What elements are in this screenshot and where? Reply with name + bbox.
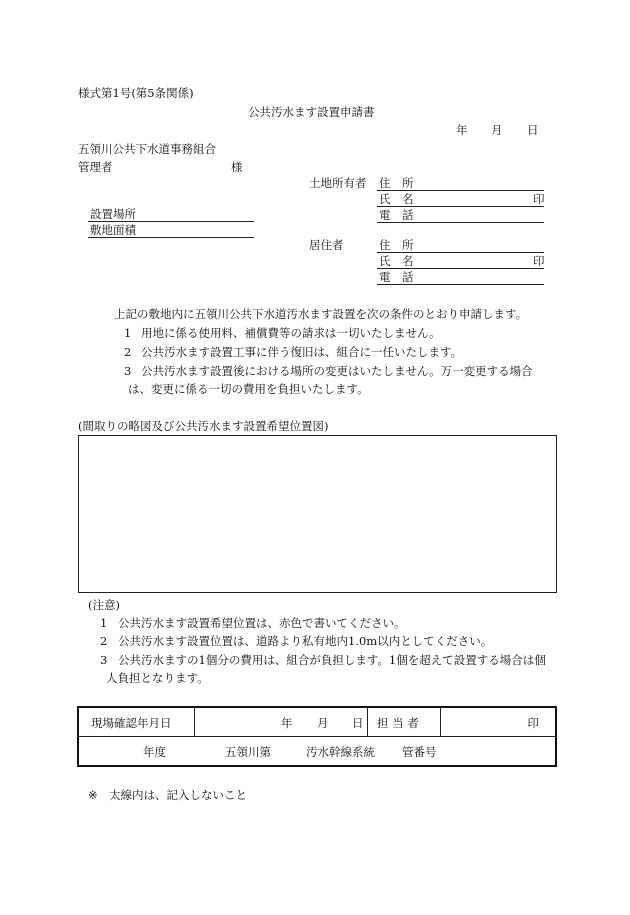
confirm-date-cell[interactable] (195, 707, 368, 737)
owner-label: 土地所有者 (309, 176, 367, 190)
install-place-label: 設置場所 (90, 207, 136, 221)
owner-name-field[interactable] (377, 192, 544, 207)
note-3-continuation: 人負担となります。 (106, 671, 209, 685)
staff-label-cell (368, 707, 441, 737)
addressee-honorific: 様 (231, 160, 243, 174)
footer-mark: ※ (88, 788, 98, 802)
owner-phone-label: 電 話 (379, 208, 414, 222)
owner-address-field[interactable] (377, 176, 544, 191)
condition-2-num: 2 (124, 345, 132, 359)
note-2-num: 2 (100, 634, 108, 648)
confirm-year: 年 (281, 716, 293, 730)
addressee-manager: 管理者 (78, 160, 113, 174)
goryo-label: 五領川第 (225, 745, 271, 759)
resident-address-field[interactable] (377, 238, 544, 253)
footer-note: 太線内は、記入しないこと (109, 788, 247, 802)
pipe-number-label: 管番号 (402, 745, 437, 759)
office-use-table (77, 706, 557, 767)
note-2-text: 公共汚水ます設置位置は、道路より私有地内1.0m以内としてください。 (118, 634, 493, 648)
site-area-label: 敷地面積 (90, 223, 136, 237)
pipe-info-cell[interactable] (78, 737, 556, 767)
owner-address-label: 住 所 (379, 176, 414, 190)
owner-seal: 印 (533, 192, 545, 206)
note-1-num: 1 (100, 616, 108, 630)
resident-phone-field[interactable] (377, 270, 544, 285)
condition-3-num: 3 (124, 364, 132, 378)
install-place-field[interactable] (88, 207, 254, 222)
staff-label: 担 当 者 (377, 716, 419, 730)
note-1-text: 公共汚水ます設置希望位置は、赤色で書いてください。 (118, 616, 406, 630)
condition-1-num: 1 (124, 326, 132, 340)
resident-name-label: 氏 名 (379, 254, 414, 268)
resident-seal: 印 (533, 254, 545, 268)
resident-phone-label: 電 話 (379, 270, 414, 284)
condition-3-continuation: は、変更に係る一切の費用を負担いたします。 (128, 382, 369, 396)
confirm-month: 月 (317, 716, 329, 730)
note-3-num: 3 (100, 653, 108, 667)
resident-label: 居住者 (309, 238, 344, 252)
page-title: 公共汚水ます設置申請書 (248, 105, 375, 119)
staff-cell[interactable] (441, 707, 557, 737)
date-month: 月 (491, 123, 503, 137)
sketch-box[interactable] (78, 435, 557, 593)
condition-1-text: 用地に係る使用料、補償費等の請求は一切いたしません。 (141, 326, 441, 340)
fiscal-year-label: 年度 (143, 745, 166, 759)
sketch-label: (間取りの略図及び公共汚水ます設置希望位置図) (78, 419, 329, 433)
resident-address-label: 住 所 (379, 238, 414, 252)
note-3-text: 公共汚水ますの1個分の費用は、組合が負担します。1個を超えて設置する場合は個 (118, 653, 546, 667)
site-area-field[interactable] (88, 223, 254, 238)
resident-name-field[interactable] (377, 254, 544, 269)
date-year: 年 (456, 123, 468, 137)
owner-name-label: 氏 名 (379, 192, 414, 206)
trunk-label: 汚水幹線系統 (306, 745, 375, 759)
addressee-org: 五領川公共下水道事務組合 (78, 142, 216, 156)
owner-phone-field[interactable] (377, 208, 544, 223)
notes-label: (注意) (88, 598, 120, 612)
confirm-day: 日 (352, 716, 364, 730)
conditions-intro: 上記の敷地内に五領川公共下水道汚水ます設置を次の条件のとおり申請します。 (114, 307, 528, 321)
condition-2-text: 公共汚水ます設置工事に伴う復旧は、組合に一任いたします。 (141, 345, 463, 359)
date-day: 日 (527, 123, 539, 137)
table-row (78, 737, 556, 767)
staff-seal: 印 (527, 716, 539, 730)
condition-3-text: 公共汚水ます設置後における場所の変更はいたしません。万一変更する場合 (141, 364, 533, 378)
confirm-date-label: 現場確認年月日 (91, 716, 172, 730)
table-row (78, 707, 556, 737)
confirm-date-label-cell (78, 707, 195, 737)
form-number: 様式第1号(第5条関係) (78, 86, 194, 100)
